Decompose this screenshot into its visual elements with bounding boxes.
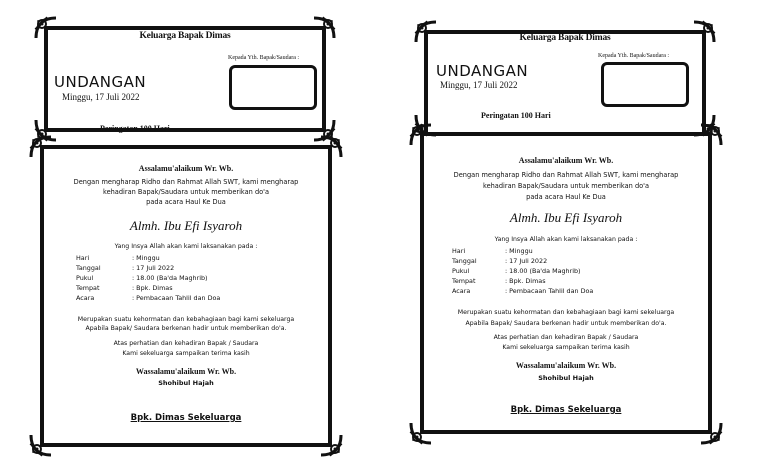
address-box bbox=[601, 62, 689, 107]
honor-line-2: Apabila Bapak/ Saudara berkenan hadir untuk memberikan do'a. bbox=[465, 320, 667, 327]
ornament-corner-icon bbox=[408, 420, 434, 446]
detail-label-tempat: Tempat bbox=[452, 277, 476, 285]
undangan-heading: UNDANGAN bbox=[54, 73, 147, 91]
detail-value-tempat: : Bpk. Dimas bbox=[505, 277, 546, 285]
invitation-date: Minggu, 17 Juli 2022 bbox=[62, 92, 140, 102]
detail-label-tanggal: Tanggal bbox=[76, 264, 101, 272]
salam-close: Wassalamu'alaikum Wr. Wb. bbox=[515, 361, 617, 370]
detail-value-hari: : Minggu bbox=[505, 247, 533, 255]
peringatan-label: Peringatan 100 Hari bbox=[100, 124, 170, 133]
thanks-line-2: Kami sekeluarga sampaikan terima kasih bbox=[502, 344, 630, 351]
detail-value-acara: : Pembacaan Tahlil dan Doa bbox=[505, 287, 594, 295]
detail-value-hari: : Minggu bbox=[132, 254, 160, 262]
detail-label-pukul: Pukul bbox=[452, 267, 470, 275]
ornament-corner-icon bbox=[408, 122, 434, 148]
undangan-heading: UNDANGAN bbox=[436, 62, 529, 80]
intro-line-1: Dengan mengharap Ridho dan Rahmat Allah SWT, kami mengharap bbox=[73, 178, 299, 186]
honor-line-1: Merupakan suatu kehormatan dan kebahagiaan bagi kami sekeluarga bbox=[457, 309, 675, 316]
detail-label-hari: Hari bbox=[76, 254, 90, 262]
intro-line-2: kehadiran Bapak/Saudara untuk memberikan do'a bbox=[102, 188, 270, 196]
intro-line-1: Dengan mengharap Ridho dan Rahmat Allah SWT, kami mengharap bbox=[453, 171, 679, 179]
peringatan-label: Peringatan 100 Hari bbox=[481, 111, 551, 120]
honor-line-2: Apabila Bapak/ Saudara berkenan hadir untuk memberikan do'a. bbox=[85, 325, 287, 332]
detail-label-pukul: Pukul bbox=[76, 274, 94, 282]
family-title: Keluarga Bapak Dimas bbox=[139, 31, 231, 41]
intro-line-3: pada acara Haul Ke Dua bbox=[526, 193, 606, 201]
event-intro: Yang Insya Allah akan kami laksanakan pada : bbox=[114, 243, 258, 250]
detail-value-tanggal: : 17 Juli 2022 bbox=[132, 264, 175, 272]
thanks-line-1: Atas perhatian dan kehadiran Bapak / Saudara bbox=[113, 340, 259, 347]
salam-open: Assalamu'alaikum Wr. Wb. bbox=[518, 156, 614, 165]
intro-line-2: kehadiran Bapak/Saudara untuk memberikan do'a bbox=[482, 182, 650, 190]
detail-value-tempat: : Bpk. Dimas bbox=[132, 284, 173, 292]
deceased-name: Almh. Ibu Efi Isyaroh bbox=[509, 210, 623, 225]
thanks-line-2: Kami sekeluarga sampaikan terima kasih bbox=[122, 350, 250, 357]
honor-line-1: Merupakan suatu kehormatan dan kebahagiaan bagi kami sekeluarga bbox=[77, 316, 295, 323]
intro-line-3: pada acara Haul Ke Dua bbox=[146, 198, 226, 206]
detail-label-acara: Acara bbox=[76, 294, 95, 302]
detail-label-tanggal: Tanggal bbox=[452, 257, 477, 265]
recipient-label: Kepada Yth. Bapak/Saudara : bbox=[598, 53, 670, 59]
salam-close: Wassalamu'alaikum Wr. Wb. bbox=[135, 367, 237, 376]
detail-label-hari: Hari bbox=[452, 247, 466, 255]
ornament-corner-icon bbox=[691, 19, 717, 45]
detail-value-tanggal: : 17 Juli 2022 bbox=[505, 257, 548, 265]
family-title: Keluarga Bapak Dimas bbox=[519, 33, 611, 43]
detail-value-pukul: : 18.00 (Ba'da Maghrib) bbox=[505, 267, 581, 275]
salam-open: Assalamu'alaikum Wr. Wb. bbox=[138, 164, 234, 173]
ornament-corner-icon bbox=[698, 420, 724, 446]
signature: Bpk. Dimas Sekeluarga bbox=[130, 413, 242, 423]
detail-label-tempat: Tempat bbox=[76, 284, 100, 292]
event-intro: Yang Insya Allah akan kami laksanakan pada : bbox=[494, 236, 638, 243]
ornament-corner-icon bbox=[698, 122, 724, 148]
deceased-name: Almh. Ibu Efi Isyaroh bbox=[129, 218, 243, 233]
invitation-date: Minggu, 17 Juli 2022 bbox=[440, 80, 518, 90]
signature: Bpk. Dimas Sekeluarga bbox=[510, 405, 622, 415]
recipient-label: Kepada Yth. Bapak/Saudara : bbox=[228, 55, 300, 61]
thanks-line-1: Atas perhatian dan kehadiran Bapak / Saudara bbox=[493, 334, 639, 341]
shohibul-label: Shohibul Hajah bbox=[538, 374, 594, 382]
ornament-corner-icon bbox=[413, 19, 439, 45]
detail-value-pukul: : 18.00 (Ba'da Maghrib) bbox=[132, 274, 208, 282]
detail-label-acara: Acara bbox=[452, 287, 471, 295]
detail-value-acara: : Pembacaan Tahlil dan Doa bbox=[132, 294, 221, 302]
shohibul-label: Shohibul Hajah bbox=[158, 379, 214, 387]
